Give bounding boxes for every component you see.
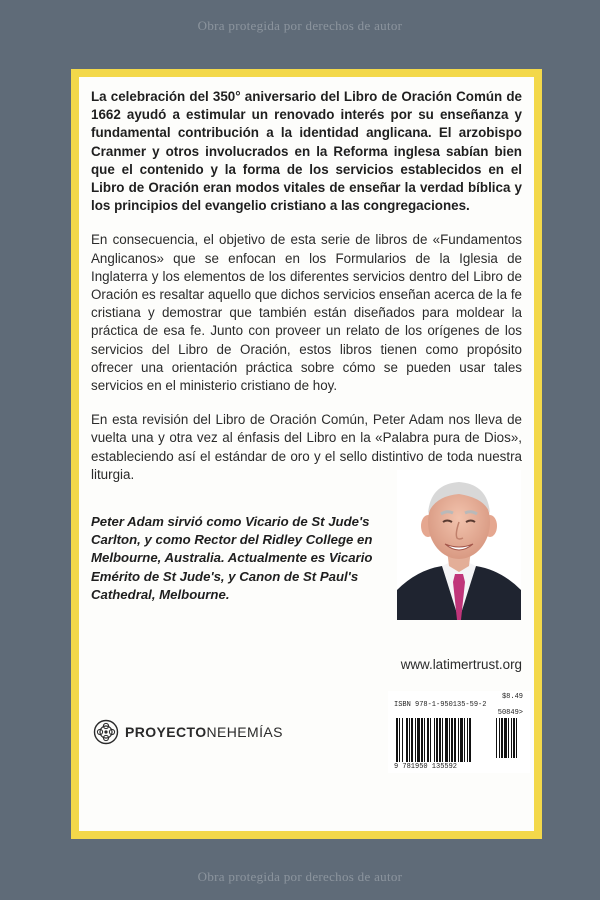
proyecto-nehemias-logo [93,719,283,745]
barcode-addon-bar [508,718,509,758]
barcode-addon-bar [501,718,503,758]
barcode-bar [436,718,438,762]
barcode-bars [388,691,530,773]
barcode-price: $8.49 [501,693,523,701]
isbn-barcode [388,691,530,773]
barcode-bar [469,718,471,762]
barcode-bar [424,718,425,762]
barcode-bar [430,718,431,762]
barcode-addon-digits: 50849> [497,709,523,717]
copyright-watermark-bottom: Obra protegida por derechos de autor [197,869,403,884]
barcode-bar [396,718,398,762]
barcode-bar [427,718,429,762]
logo-word-proyecto: PROYECTO [125,724,207,740]
barcode-bar [445,718,448,762]
barcode-bar [442,718,443,762]
barcode-bar [421,718,423,762]
review-paragraph: En esta revisión del Libro de Oración Común, Peter Adam nos lleva de vuelta una y otra vez al énfasis del Libro en la «Palabra pura de Dios», estableciendo así el estándar de oro y el sello distintivo de toda nuestra liturgia. [91,412,522,482]
barcode-bar [458,718,459,762]
logo-word-nehemias: NEHEMÍAS [206,724,283,740]
back-cover-panel [79,77,534,831]
barcode-bar [402,718,403,762]
series-paragraph: En consecuencia, el objetivo de esta serie de libros de «Fundamentos Anglicanos» que se enfocan en los Formularios de la Iglesia de Inglaterra y los elementos de los diferentes servicios dentro del Libro de Oración es resaltar aquello que dichos servicios enseñan acerca de la fe cristiana y demostrar que también están diseñados para moldear la práctica de esa fe. Junto con proveer un relato de los orígenes de los servicios del Libro de Oración, estos libros tienen como propósito ofrecer una orientación práctica sobre cómo se pueden usar tales servicios en el ministerio cristiano de hoy. [91,232,522,394]
logo-wordmark [125,724,283,740]
barcode-addon-bar [499,718,500,758]
barcode-bar [454,718,456,762]
barcode-bar [399,718,400,762]
barcode-bar [434,718,435,762]
barcode-bar [449,718,450,762]
barcode-addon-bar [511,718,512,758]
barcode-isbn-label: ISBN 978-1-950135-59-2 [394,701,487,709]
copyright-watermark-top: Obra protegida por derechos de autor [197,18,403,33]
barcode-bar [464,718,465,762]
barcode-addon-bar [516,718,517,758]
author-photo [397,470,521,620]
barcode-bar [467,718,468,762]
barcode-bar [451,718,453,762]
barcode-ean-digits: 9 781950 135592 [394,763,458,771]
barcode-addon-bar [513,718,515,758]
barcode-bar [460,718,463,762]
barcode-bar [406,718,408,762]
publisher-website-link: www.latimertrust.org [400,657,522,672]
barcode-addon-bar [504,718,507,758]
rosette-icon [93,719,119,745]
barcode-bar [439,718,441,762]
barcode-bar [409,718,410,762]
barcode-addon-bar [496,718,497,758]
barcode-bar [411,718,413,762]
author-bio: Peter Adam sirvió como Vicario de St Jude's Carlton, y como Rector del Ridley College en Melbourne, Australia. Actualmente es Vicario Emérito de St Jude's, y Canon de St Paul's Cathedral, Melbourne. [91,514,373,602]
barcode-bar [417,718,420,762]
intro-paragraph: La celebración del 350° aniversario del Libro de Oración Común de 1662 ayudó a estimular un renovado interés por su enseñanza y fundamental contribución a la identidad anglicana. El arzobispo Cranmer y otros involucrados en la Reforma inglesa sabían bien que el contenido y la forma de los servicios establecidos en el Libro de Oración eran modos vitales de enseñar la verdad bíblica y los principios del evangelio cristiano a las congregaciones. [91,89,522,214]
barcode-bar [415,718,416,762]
